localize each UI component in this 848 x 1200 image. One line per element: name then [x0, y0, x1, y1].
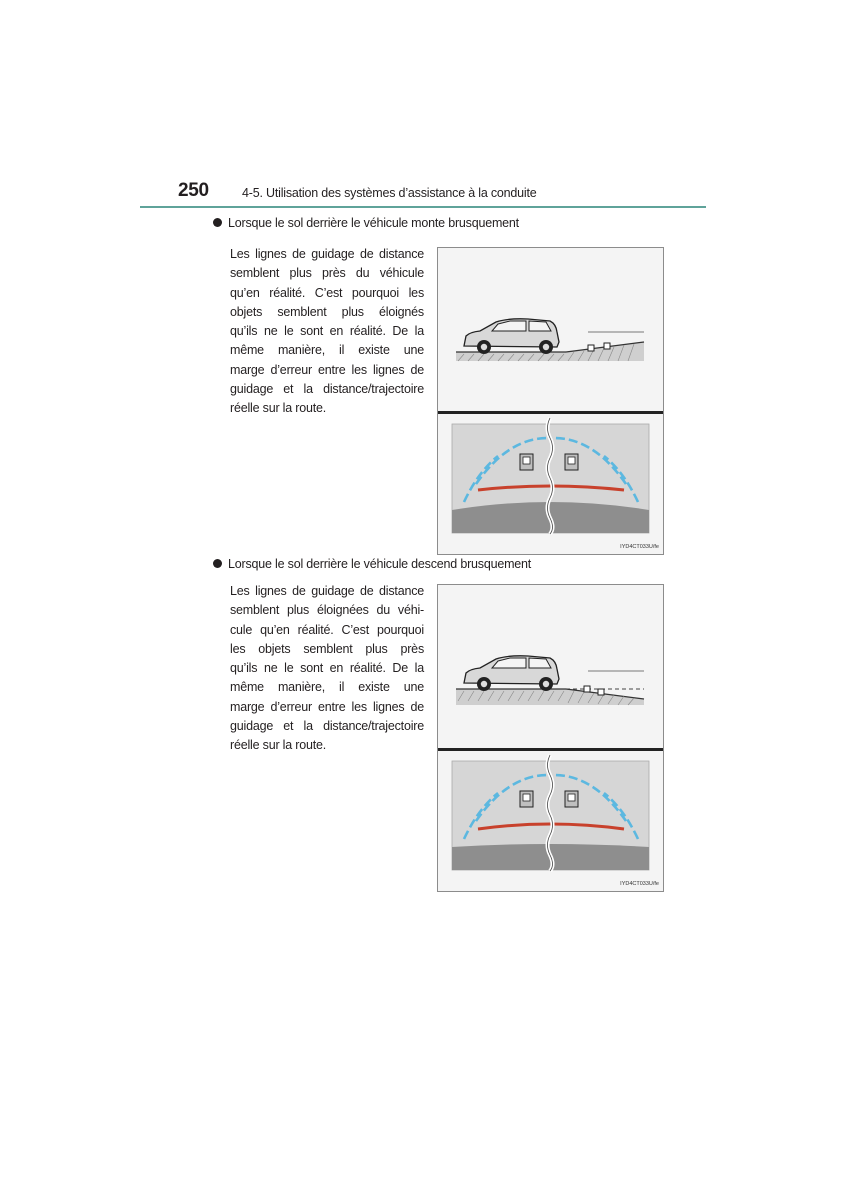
- object-box-icon: [520, 791, 533, 807]
- bullet-heading-downhill: [213, 557, 531, 571]
- bullet-text: Lorsque le sol derrière le véhicule monte brusquement: [228, 216, 519, 230]
- paragraph-line: qu’ils ne le sont en réalité. De la: [230, 661, 424, 676]
- header-divider: [140, 206, 706, 208]
- object-box-icon: [565, 454, 578, 470]
- paragraph-line: même manière, il existe une: [230, 343, 424, 358]
- figure-uphill-illustration: [438, 248, 663, 554]
- paragraph-line: qu’en réalité. C’est pourquoi les: [230, 285, 424, 300]
- paragraph-line: guidage et la distance/trajectoire: [230, 382, 424, 397]
- paragraph-line: même manière, il existe une: [230, 680, 424, 695]
- figure-downhill: [437, 584, 664, 892]
- paragraph-line: objets semblent plus éloignés: [230, 304, 424, 319]
- paragraph-line: semblent plus éloignées du véhi-: [230, 603, 424, 618]
- paragraph-line: guidage et la distance/trajectoire: [230, 719, 424, 734]
- paragraph-line: semblent plus près du véhicule: [230, 266, 424, 281]
- paragraph-line: réelle sur la route.: [230, 401, 327, 416]
- object-box-icon: [588, 345, 594, 351]
- object-box-icon: [584, 686, 590, 692]
- figure-code: IYD4CT033U/fe: [620, 881, 659, 887]
- paragraph-line: qu’ils ne le sont en réalité. De la: [230, 324, 424, 339]
- paragraph-line: Les lignes de guidage de distance: [230, 247, 424, 261]
- paragraph-downhill: [230, 582, 424, 756]
- paragraph-line: Les lignes de guidage de distance: [230, 584, 424, 598]
- figure-code: IYD4CT033U/fe: [620, 544, 659, 550]
- bullet-heading-uphill: [213, 216, 519, 230]
- bullet-dot-icon: [213, 218, 222, 227]
- object-box-icon: [565, 791, 578, 807]
- figure-downhill-illustration: [438, 585, 663, 891]
- object-box-icon: [598, 689, 604, 695]
- page-number: 250: [178, 180, 209, 201]
- paragraph-line: marge d’erreur entre les lignes de: [230, 362, 424, 377]
- object-box-icon: [520, 454, 533, 470]
- paragraph-line: cule qu’en réalité. C’est pourquoi: [230, 622, 424, 637]
- object-box-icon: [604, 343, 610, 349]
- section-title: 4-5. Utilisation des systèmes d’assistance à la conduite: [242, 186, 537, 200]
- bullet-text: Lorsque le sol derrière le véhicule descend brusquement: [228, 557, 532, 571]
- bullet-dot-icon: [213, 559, 222, 568]
- paragraph-line: marge d’erreur entre les lignes de: [230, 699, 424, 714]
- paragraph-line: réelle sur la route.: [230, 738, 327, 753]
- figure-uphill: [437, 247, 664, 555]
- paragraph-line: les objets semblent plus près: [230, 641, 424, 656]
- paragraph-uphill: [230, 245, 424, 419]
